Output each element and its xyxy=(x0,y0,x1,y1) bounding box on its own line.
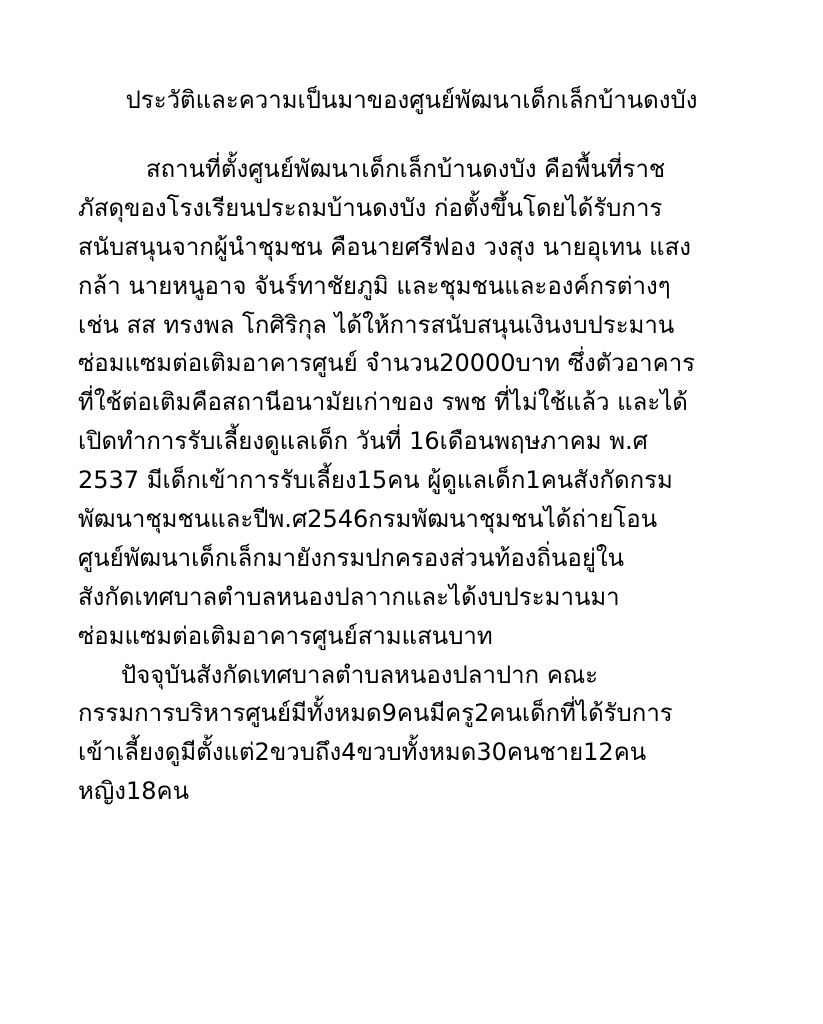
paragraph-line: เช่น สส ทรงพล โกศิริกุล ได้ให้การสนับสนุนเงินงบประมาน xyxy=(78,310,675,339)
paragraph-line: ซ่อมแซมต่อเติมอาคารศูนย์ จำนวน20000บาท ซึ่งตัวอาคาร xyxy=(78,349,696,378)
paragraph-line: ศูนย์พัฒนาเด็กเล็กมายังกรมปกครองส่วนท้องถิ่นอยู่ใน xyxy=(78,543,625,572)
paragraph-line: กรรมการบริหารศูนย์มีทั้งหมด9คนมีครู2คนเด็กที่ได้รับการ xyxy=(78,699,673,728)
paragraph-line: 2537 มีเด็กเข้าการรับเลี้ยง15คน ผู้ดูแลเด็ก1คนสังกัดกรม xyxy=(78,466,673,495)
paragraph-line: สนับสนุนจากผู้นำชุมชน คือนายศรีฟอง วงสุง นายอุเทน แสง xyxy=(78,232,691,261)
paragraph-line: สังกัดเทศบาลตำบลหนองปลาากและได้งบประมานมา xyxy=(78,582,620,611)
paragraph-line: ปัจจุบันสังกัดเทศบาลตำบลหนองปลาปาก คณะ xyxy=(121,660,599,689)
paragraph-line: ที่ใช้ต่อเติมคือสถานีอนามัยเก่าของ รพช ที่ไม่ใช้แล้ว และได้ xyxy=(78,388,688,417)
document-title: ประวัติและความเป็นมาของศูนย์พัฒนาเด็กเล็กบ้านดงบัง xyxy=(125,86,698,114)
document-body xyxy=(78,150,778,811)
paragraph-line: กล้า นายหนูอาจ จันร์ทาชัยภูมิ และชุมชนและองค์กรต่างๆ xyxy=(78,271,671,300)
paragraph-line: ภัสดุของโรงเรียนประถมบ้านดงบัง ก่อตั้งขึ้นโดยได้รับการ xyxy=(78,193,663,222)
paragraph-line: หญิง18คน xyxy=(78,777,189,806)
paragraph-line: เปิดทำการรับเลี้ยงดูแลเด็ก วันที่ 16เดือนพฤษภาคม พ.ศ xyxy=(78,427,648,456)
current-status-paragraph xyxy=(78,656,778,812)
paragraph-line: ซ่อมแซมต่อเติมอาคารศูนย์สามแสนบาท xyxy=(78,621,493,650)
history-paragraph xyxy=(78,150,778,656)
paragraph-line: สถานที่ตั้งศูนย์พัฒนาเด็กเล็กบ้านดงบัง คือพื้นที่ราช xyxy=(146,155,666,183)
paragraph-line: พัฒนาชุมชนและปีพ.ศ2546กรมพัฒนาชุมชนได้ถ่ายโอน xyxy=(78,505,658,534)
paragraph-line: เข้าเลี้ยงดูมีตั้งแต่2ขวบถึง4ขวบทั้งหมด30คนชาย12คน xyxy=(78,738,647,767)
